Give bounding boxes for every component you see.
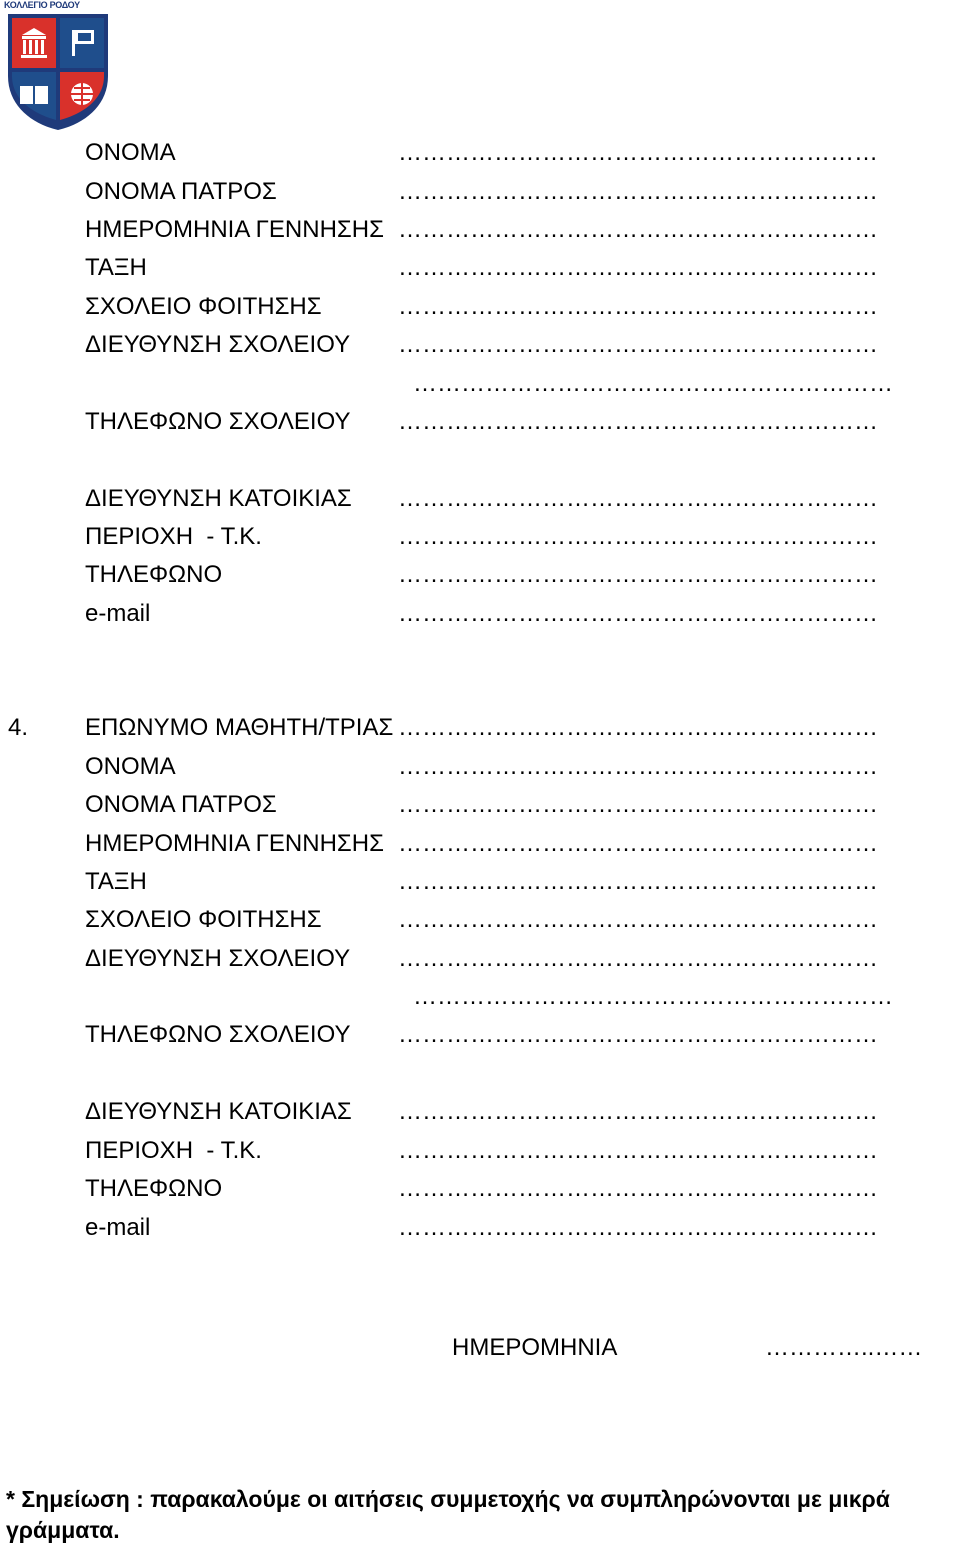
field-blank[interactable]: …………………………………………………… [398, 600, 878, 627]
form-row [0, 1020, 960, 1050]
field-label: e-mail [85, 600, 151, 627]
field-label: ΔΙΕΥΘΥΝΣΗ ΣΧΟΛΕΙΟΥ [85, 331, 351, 358]
field-blank[interactable]: …………………………………………………… [398, 1175, 878, 1202]
note-text: * Σημείωση : παρακαλούμε οι αιτήσεις συμμετοχής να συμπληρώνονται με μικρά γράμματα. [6, 1486, 890, 1543]
field-label: ΤΑΞΗ [85, 868, 147, 895]
form-row [0, 560, 960, 590]
field-blank[interactable]: …………………………………………………… [398, 1098, 878, 1125]
field-blank[interactable]: …………………………………………………… [398, 523, 878, 550]
date-blank[interactable]: …………..…… [765, 1334, 923, 1361]
section-number: 4. [8, 714, 29, 741]
date-label: ΗΜΕΡΟΜΗΝΙΑ [452, 1334, 618, 1361]
form-row [0, 1136, 960, 1166]
form-row [0, 905, 960, 935]
field-blank[interactable]: …………………………………………………… [398, 945, 878, 972]
form-row [0, 1174, 960, 1204]
form-row [0, 215, 960, 245]
field-blank[interactable]: …………………………………………………… [398, 830, 878, 857]
field-label: ΠΕΡΙΟΧΗ - Τ.Κ. [85, 523, 262, 550]
field-blank[interactable]: …………………………………………………… [398, 293, 878, 320]
field-label: ΔΙΕΥΘΥΝΣΗ ΣΧΟΛΕΙΟΥ [85, 945, 351, 972]
field-blank[interactable]: …………………………………………………… [398, 254, 878, 281]
field-label: ΕΠΩΝΥΜΟ ΜΑΘΗΤΗ/ΤΡΙΑΣ [85, 714, 394, 741]
form-row [0, 1097, 960, 1127]
form-row [0, 484, 960, 514]
field-blank[interactable]: …………………………………………………… [398, 791, 878, 818]
form-row [0, 752, 960, 782]
field-blank[interactable]: …………………………………………………… [398, 714, 878, 741]
form-row [0, 522, 960, 552]
form-row [0, 177, 960, 207]
form-row [0, 599, 960, 629]
field-label: ΤΗΛΕΦΩΝΟ [85, 1175, 223, 1202]
form-row [0, 829, 960, 859]
college-crest [4, 10, 112, 132]
form-row [0, 867, 960, 897]
field-label: ΤΗΛΕΦΩΝΟ ΣΧΟΛΕΙΟΥ [85, 408, 351, 435]
globe-icon [71, 83, 93, 105]
field-blank[interactable]: …………………………………………………… [398, 868, 878, 895]
field-label: ΣΧΟΛΕΙΟ ΦΟΙΤΗΣΗΣ [85, 293, 322, 320]
field-label: ΟΝΟΜΑ [85, 139, 176, 166]
field-label: ΔΙΕΥΘΥΝΣΗ ΚΑΤΟΙΚΙΑΣ [85, 1098, 352, 1125]
form-row [0, 944, 960, 974]
form-row [0, 407, 960, 437]
form-row [0, 292, 960, 322]
field-label: ΟΝΟΜΑ [85, 753, 176, 780]
form-row [0, 982, 960, 1012]
college-logo [4, 0, 112, 132]
book-icon [20, 86, 48, 104]
field-blank[interactable]: …………………………………………………… [413, 370, 893, 397]
field-label: ΤΗΛΕΦΩΝΟ ΣΧΟΛΕΙΟΥ [85, 1021, 351, 1048]
field-label: ΤΑΞΗ [85, 254, 147, 281]
logo-text: ΚΟΛΛΕΓΙΟ ΡΟΔΟΥ [4, 0, 80, 10]
form-row [0, 369, 960, 399]
field-label: ΟΝΟΜΑ ΠΑΤΡΟΣ [85, 791, 277, 818]
field-blank[interactable]: …………………………………………………… [398, 561, 878, 588]
field-blank[interactable]: …………………………………………………… [398, 331, 878, 358]
field-blank[interactable]: …………………………………………………… [398, 1214, 878, 1241]
form-row [0, 138, 960, 168]
field-label: ΔΙΕΥΘΥΝΣΗ ΚΑΤΟΙΚΙΑΣ [85, 485, 352, 512]
field-label: e-mail [85, 1214, 151, 1241]
form-row [0, 1213, 960, 1243]
form-row [0, 253, 960, 283]
field-blank[interactable]: …………………………………………………… [413, 983, 893, 1010]
form-row [0, 790, 960, 820]
field-blank[interactable]: …………………………………………………… [398, 753, 878, 780]
field-blank[interactable]: …………………………………………………… [398, 1021, 878, 1048]
field-blank[interactable]: …………………………………………………… [398, 178, 878, 205]
field-label: ΗΜΕΡΟΜΗΝΙΑ ΓΕΝΝΗΣΗΣ [85, 216, 384, 243]
field-label: ΗΜΕΡΟΜΗΝΙΑ ΓΕΝΝΗΣΗΣ [85, 830, 384, 857]
field-blank[interactable]: …………………………………………………… [398, 216, 878, 243]
form-row [0, 713, 960, 743]
date-row [0, 1333, 960, 1363]
field-blank[interactable]: …………………………………………………… [398, 139, 878, 166]
field-blank[interactable]: …………………………………………………… [398, 408, 878, 435]
field-label: ΟΝΟΜΑ ΠΑΤΡΟΣ [85, 178, 277, 205]
field-blank[interactable]: …………………………………………………… [398, 906, 878, 933]
field-label: ΣΧΟΛΕΙΟ ΦΟΙΤΗΣΗΣ [85, 906, 322, 933]
form-row [0, 330, 960, 360]
field-label: ΤΗΛΕΦΩΝΟ [85, 561, 223, 588]
field-blank[interactable]: …………………………………………………… [398, 485, 878, 512]
field-blank[interactable]: …………………………………………………… [398, 1137, 878, 1164]
field-label: ΠΕΡΙΟΧΗ - Τ.Κ. [85, 1137, 262, 1164]
